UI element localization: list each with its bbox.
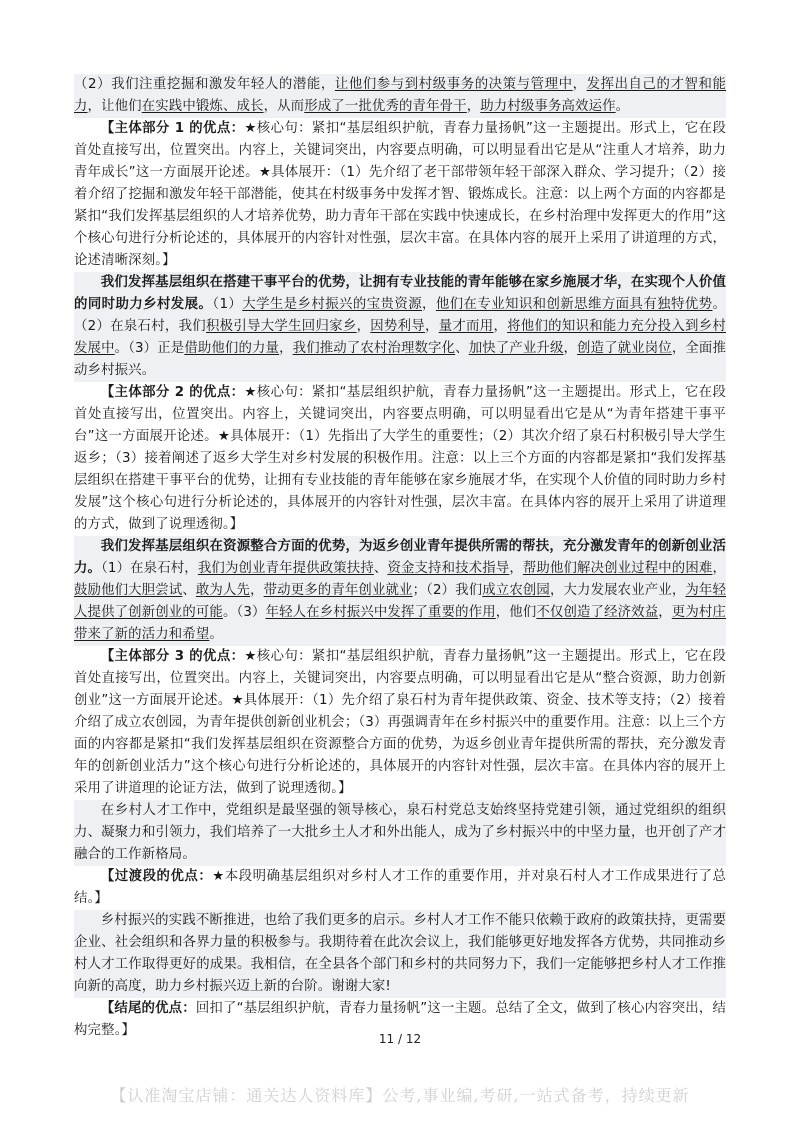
- text-run: 、: [182, 583, 196, 598]
- underlined-text: 借助他们的力量: [184, 341, 280, 356]
- text-run: ，全面推动乡村振兴。: [74, 341, 727, 378]
- underlined-text: 成立农创园: [482, 583, 550, 598]
- underlined-text: 让他们参与到村级事务的决策与管理中: [334, 77, 573, 92]
- comment-transition: [74, 866, 726, 910]
- paragraph-work-platform: [74, 272, 726, 382]
- text-run: ，: [425, 319, 439, 334]
- text-run: 、: [373, 561, 388, 576]
- underlined-text: 我们推动了农村治理数字化: [292, 341, 456, 356]
- paragraph-conclusion: [74, 910, 726, 998]
- underlined-text: 不仅创造了经济效益: [536, 605, 659, 620]
- comment-main-part-3: [74, 646, 726, 800]
- text-run: ，: [563, 341, 578, 356]
- underlined-text: 鼓励他们大胆尝试: [74, 583, 183, 598]
- underlined-text: 创造了就业岗位: [577, 341, 672, 356]
- text-run: 乡村振兴的实践不断推进，也给了我们更多的启示。乡村人才工作不能只依赖于政府的政策扶持，更需要企业、社会组织和各界力量的积极参与。我期待着在此次会议上，我们能够更好地发挥各方优势，共同推动乡村人才工作取得更好的成果。我相信，在全县各个部门和乡村的共同努力下，我们一定能够把乡村人才工作推向新的高度，助力乡村振兴迈上新的台阶。谢谢大家!: [74, 913, 726, 994]
- comment-text: ★核心句：紧扣“基层组织护航，青春力量扬帆”这一主题提出。形式上，它在段首处直接写出，位置突出。内容上，关键词突出，内容要点明确，可以明显看出它是从“整合资源，助力创新创业”这一方面展开论述。★具体展开：（1）先介绍了泉石村为青年提供政策、资金、技术等支持；（2）接着介绍了成立农创园，为青年提供创新创业机会；（3）再强调青年在乡村振兴中的重要作用。注意：以上三个方面的内容都是紧扣“我们发挥基层组织在资源整合方面的优势，为返乡创业青年提供所需的帮扶，充分激发青年的创新创业活力”这个核心句进行分析论述的，具体展开的内容针对性强，层次丰富。在具体内容的展开上采用了讲道理的论证方法，做到了说理透彻。】: [74, 649, 726, 796]
- underlined-text: 发挥出自己的才智和能力: [74, 77, 726, 114]
- text-run: ，: [356, 319, 371, 334]
- comment-label: 【过渡段的优点：: [100, 869, 213, 884]
- underlined-text: 在实践中锻炼、成长: [141, 99, 264, 114]
- underlined-text: 积极引导大学生回归家乡: [206, 319, 357, 334]
- text-run: ，他们: [495, 605, 537, 620]
- comment-label: 【主体部分 1 的优点：: [100, 121, 245, 136]
- text-run: 。（2）在泉石村，我们: [74, 297, 727, 334]
- text-run: 。（3）正是: [114, 341, 185, 356]
- underlined-text: 为年轻人提供了创新创业的可能: [74, 583, 727, 620]
- underlined-text: 将他们的知识和能力充分投入到乡村发展中: [74, 319, 726, 356]
- text-run: ，: [422, 297, 436, 312]
- text-run: ，从而: [263, 99, 305, 114]
- underlined-text: 年轻人在乡村振兴中发挥了重要的作用: [265, 605, 496, 620]
- text-run: ，: [712, 561, 726, 576]
- text-run: 、: [455, 341, 469, 356]
- comment-label: 【主体部分 2 的优点：: [100, 385, 245, 400]
- text-run: ，让他们: [87, 99, 142, 114]
- comment-main-part-1: [74, 118, 726, 272]
- underlined-text: 更为村庄带来了新的活力和希望: [74, 605, 726, 642]
- text-run: ，: [509, 561, 523, 576]
- underlined-text: 量才而用: [438, 319, 494, 334]
- underlined-text: 因势利导: [370, 319, 425, 334]
- comment-text: ★本段明确基层组织对乡村人才工作的重要作用，并对泉石村人才工作成果进行了总结。】: [74, 869, 726, 906]
- underlined-text: 我们为创业青年提供政策扶持: [197, 561, 374, 576]
- core-sentence: 我们发挥基层组织在资源整合方面的优势，为返乡创业青年提供所需的帮扶，充分激发青年的创新创业活力。: [74, 539, 726, 576]
- underlined-text: 帮助他们解决创业过程中的困难: [522, 561, 713, 576]
- underlined-text: 助力村级事务高效运作: [480, 99, 616, 114]
- underlined-text: 带动更多的青年创业就业: [263, 583, 413, 598]
- text-run: （2）我们注重挖掘和激发年轻人的潜能，: [74, 77, 335, 92]
- underlined-text: 大学生是乡村振兴的宝贵资源: [242, 297, 423, 312]
- text-run: 。: [615, 99, 630, 114]
- text-run: ，大力发展农业产业，: [549, 583, 686, 598]
- comment-text: 回扣了“基层组织护航，青春力量扬帆”这一主题。总结了全文，做到了核心内容突出，结构完整。】: [74, 1001, 726, 1038]
- text-run: ；（2）我们: [412, 583, 483, 598]
- page-content: [74, 74, 726, 1042]
- text-run: （1）: [212, 297, 243, 312]
- text-run: 在乡村人才工作中，党组织是最坚强的领导核心，泉石村党总支始终坚持党建引领，通过党组织的组织力、凝聚力和引领力，我们培养了一大批乡土人才和外出能人，成为了乡村振兴中的中坚力量，也开创了产才融合的工作新格局。: [74, 803, 726, 862]
- underlined-text: 形成了一批优秀的青年骨干: [304, 99, 467, 114]
- comment-text: ★核心句：紧扣“基层组织护航，青春力量扬帆”这一主题提出。形式上，它在段首处直接写出，位置突出。内容上，关键词突出，内容要点明确，可以明显看出它是从“注重人才培养，助力青年成长”这一方面展开论述。★具体展开：（1）先介绍了老干部带领年轻干部深入群众、学习提升；（2）接着介绍了挖掘和激发年轻干部潜能，使其在村级事务中发挥才智、锻炼成长。注意：以上两个方面的内容都是紧扣“我们发挥基层组织的人才培养优势，助力青年干部在实践中快速成长，在乡村治理中发挥更大的作用”这个核心句进行分析论述的，具体展开的内容针对性强，层次丰富。在具体内容的展开上采用了讲道理的方式，论述清晰深刻。】: [74, 121, 726, 268]
- paragraph-resource-integration: [74, 536, 726, 646]
- text-run: 。（3）: [222, 605, 266, 620]
- core-sentence: 我们发挥基层组织在搭建干事平台的优势，让拥有专业技能的青年能够在家乡施展才华，在实现个人价值的同时助力乡村发展。: [74, 275, 726, 312]
- comment-main-part-2: [74, 382, 726, 536]
- text-run: ，: [250, 583, 264, 598]
- text-run: ，: [572, 77, 587, 92]
- underlined-text: 敢为人先: [195, 583, 251, 598]
- text-run: ，: [466, 99, 481, 114]
- underlined-text: 加快了产业升级: [468, 341, 564, 356]
- paragraph-transition: [74, 800, 726, 866]
- underlined-text: 他们在专业知识和创新思维方面具有独特优势: [435, 297, 713, 312]
- text-run: ，: [658, 605, 672, 620]
- comment-label: 【主体部分 3 的优点：: [100, 649, 245, 664]
- text-run: 。: [209, 627, 223, 642]
- page-number: 11 / 12: [378, 1032, 422, 1046]
- watermark-text: 【认准淘宝店铺：通关达人资料库】公考,事业编,考研,一站式备考，持续更新: [110, 1086, 690, 1105]
- underlined-text: 资金支持和技术指导: [387, 561, 510, 576]
- paragraph-talent-potential: [74, 74, 726, 118]
- text-run: （1）在泉石村，: [101, 561, 198, 576]
- comment-label: 【结尾的优点：: [100, 1001, 196, 1016]
- text-run: ，: [279, 341, 293, 356]
- text-run: ，: [493, 319, 508, 334]
- comment-text: ★核心句：紧扣“基层组织护航，青春力量扬帆”这一主题提出。形式上，它在段首处直接写出，位置突出。内容上，关键词突出，内容要点明确，可以明显看出它是从“为青年搭建干事平台”这一方面展开论述。★具体展开：（1）先指出了大学生的重要性；（2）其次介绍了泉石村积极引导大学生返乡；（3）接着阐述了返乡大学生对乡村发展的积极作用。注意：以上三个方面的内容都是紧扣“我们发挥基层组织在搭建干事平台的优势，让拥有专业技能的青年能够在家乡施展才华，在实现个人价值的同时助力乡村发展”这个核心句进行分析论述的，具体展开的内容针对性强，层次丰富。在具体内容的展开上采用了讲道理的方式，做到了说理透彻。】: [74, 385, 726, 532]
